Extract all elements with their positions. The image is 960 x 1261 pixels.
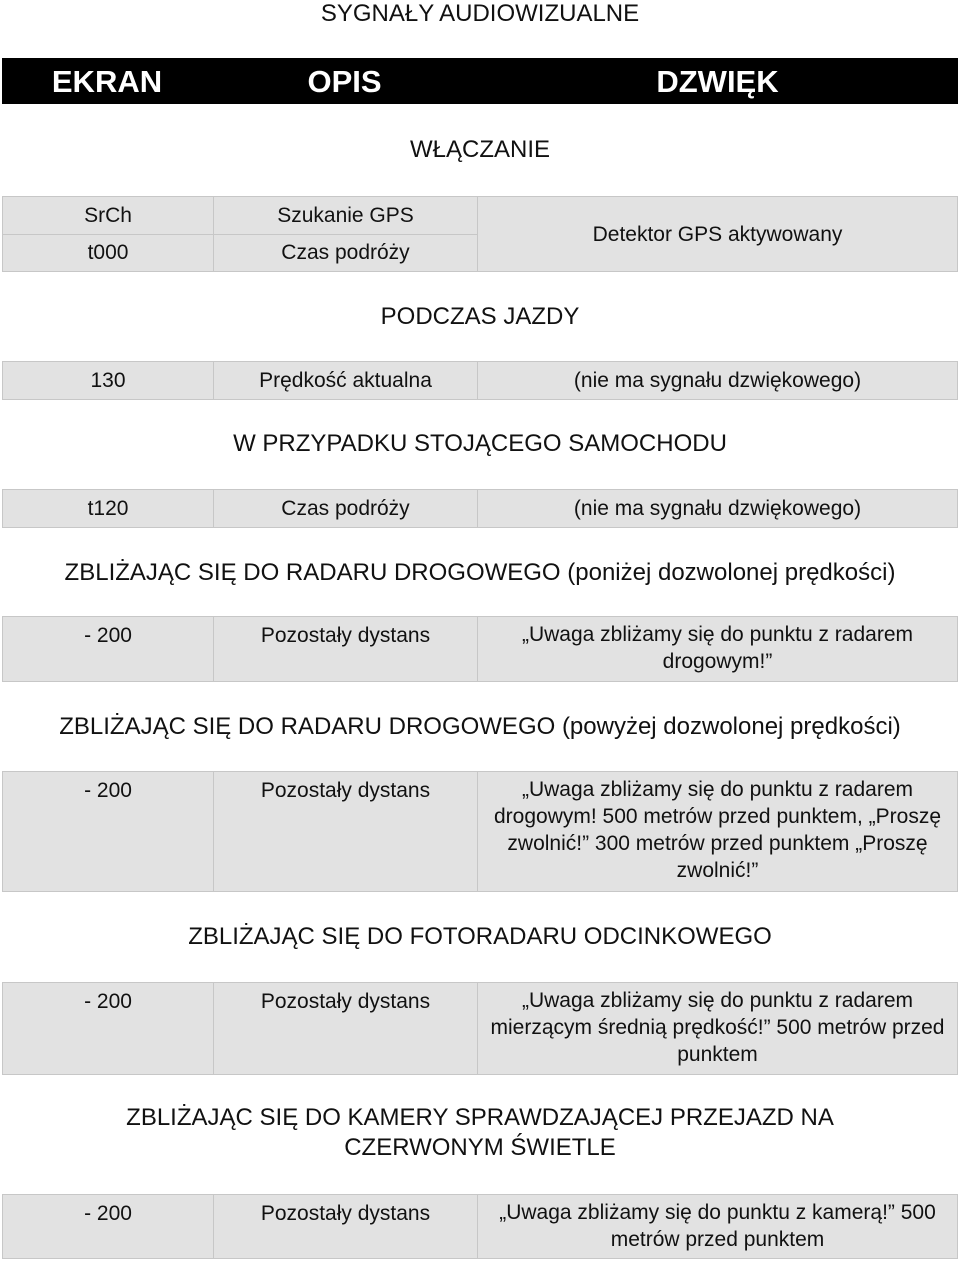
cell-dzwiek: „Uwaga zbliżamy się do punktu z radarem mierzącym średnią prędkość!” 500 metrów przed punktem [477,983,957,1074]
cell-ekran: - 200 [84,1202,132,1225]
table-row [2,361,958,400]
cell-ekran [3,197,213,271]
cell-dzwiek: „Uwaga zbliżamy się do punktu z radarem drogowym! 500 metrów przed punktem, „Proszę zwolnić!” 300 metrów przed punktem „Proszę zwolnić!” [477,772,957,891]
cell-opis: Prędkość aktualna [213,362,477,399]
section-title-stojacy-samochod: W PRZYPADKU STOJĄCEGO SAMOCHODU [233,430,727,457]
cell-ekran: - 200 [84,624,132,647]
cell-opis [213,197,477,271]
section-title-radar-powyzej: ZBLIŻAJĄC SIĘ DO RADARU DROGOWEGO (powyżej dozwolonej prędkości) [59,713,901,740]
table-row [2,489,958,528]
table-row [2,1194,958,1259]
cell-opis: Pozostały dystans [213,617,477,681]
cell-ekran-line: SrCh [3,197,213,235]
cell-opis: Czas podróży [213,490,477,527]
cell-ekran-line: t000 [87,241,129,264]
header-opis: OPIS [307,64,382,99]
section-title-kamera-czerwone-swiatlo: ZBLIŻAJĄC SIĘ DO KAMERY SPRAWDZAJĄCEJ PRZEJAZD NA CZERWONYM ŚWIETLE [126,1104,834,1161]
cell-dzwiek: (nie ma sygnału dzwiękowego) [477,362,957,399]
header-ekran: EKRAN [51,64,163,99]
table-row [2,982,958,1075]
cell-dzwiek: „Uwaga zbliżamy się do punktu z kamerą!” 500 metrów przed punktem [477,1195,957,1258]
cell-ekran: - 200 [84,990,132,1013]
cell-dzwiek: (nie ma sygnału dzwiękowego) [477,490,957,527]
cell-dzwiek: Detektor GPS aktywowany [477,197,957,271]
cell-ekran: 130 [90,369,126,392]
table-row [2,616,958,682]
section-title-radar-ponizej: ZBLIŻAJĄC SIĘ DO RADARU DROGOWEGO (poniżej dozwolonej prędkości) [64,559,896,586]
cell-ekran: - 200 [84,779,132,802]
cell-opis-line: Czas podróży [281,241,410,264]
section-title-fotoradar-odcinkowy: ZBLIŻAJĄC SIĘ DO FOTORADARU ODCINKOWEGO [188,923,772,950]
section-title-podczas-jazdy: PODCZAS JAZDY [380,303,580,330]
header-dzwiek: DZWIĘK [656,64,779,99]
cell-opis: Pozostały dystans [213,983,477,1074]
section-title-wlaczanie: WŁĄCZANIE [409,136,550,163]
page-title: SYGNAŁY AUDIOWIZUALNE [320,0,640,27]
table-row [2,771,958,892]
cell-ekran: t120 [87,497,129,520]
table-header [2,58,958,104]
cell-opis: Pozostały dystans [213,1195,477,1258]
cell-dzwiek: „Uwaga zbliżamy się do punktu z radarem drogowym!” [477,617,957,681]
table-row [2,196,958,272]
cell-opis-line: Szukanie GPS [214,197,477,235]
cell-opis: Pozostały dystans [213,772,477,891]
